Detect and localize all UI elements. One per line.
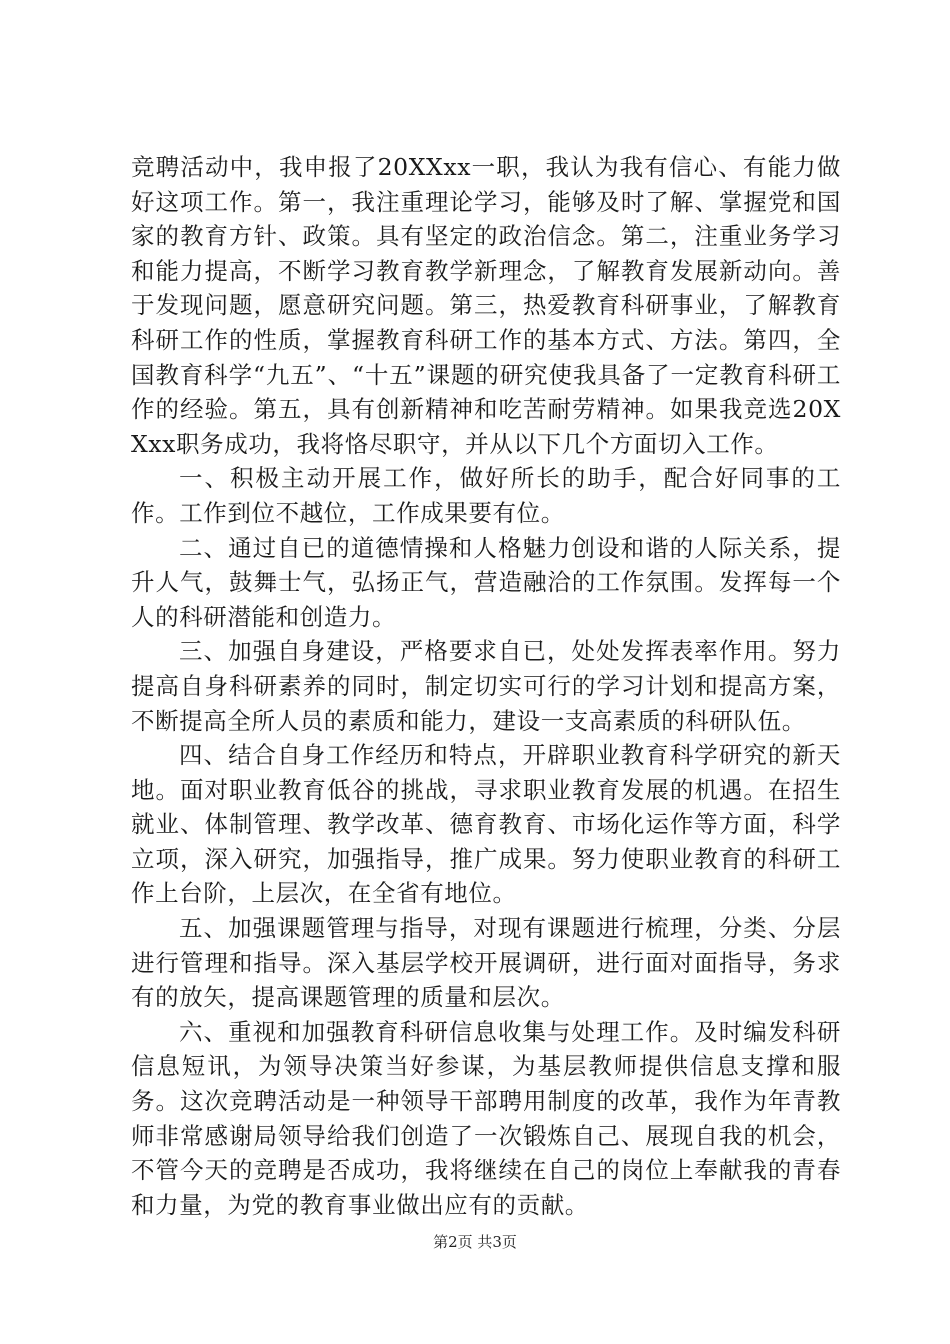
page-number-footer: 第2页 共3页 <box>433 1233 517 1251</box>
paragraph-point-5: 五、加强课题管理与指导，对现有课题进行梳理，分类、分层进行管理和指导。深入基层学校开展调研，进行面对面指导，务求有的放矢，提高课题管理的质量和层次。 <box>131 914 841 1012</box>
document-body <box>131 150 841 1222</box>
paragraph-point-2: 二、通过自已的道德情操和人格魅力创设和谐的人际关系，提升人气，鼓舞士气，弘扬正气，营造融洽的工作氛围。发挥每一个人的科研潜能和创造力。 <box>131 533 841 631</box>
paragraph-point-1: 一、积极主动开展工作，做好所长的助手，配合好同事的工作。工作到位不越位，工作成果要有位。 <box>131 464 841 527</box>
paragraph-point-3: 三、加强自身建设，严格要求自已，处处发挥表率作用。努力提高自身科研素养的同时，制定切实可行的学习计划和提高方案，不断提高全所人员的素质和能力，建设一支高素质的科研队伍。 <box>131 637 841 735</box>
paragraph-point-4: 四、结合自身工作经历和特点，开辟职业教育科学研究的新天地。面对职业教育低谷的挑战，寻求职业教育发展的机遇。在招生就业、体制管理、教学改革、德育教育、市场化运作等方面，科学立项，深入研究，加强指导，推广成果。努力使职业教育的科研工作上台阶，上层次，在全省有地位。 <box>131 741 841 908</box>
paragraph-intro: 竞聘活动中，我申报了20XXxx一职，我认为我有信心、有能力做好这项工作。第一，我注重理论学习，能够及时了解、掌握党和国家的教育方针、政策。具有坚定的政治信念。第二，注重业务学习和能力提高，不断学习教育教学新理念，了解教育发展新动向。善于发现问题，愿意研究问题。第三，热爱教育科研事业，了解教育科研工作的性质，掌握教育科研工作的基本方式、方法。第四，全国教育科学“九五”、“十五”课题的研究使我具备了一定教育科研工作的经验。第五，具有创新精神和吃苦耐劳精神。如果我竞选20XXxx职务成功，我将恪尽职守，并从以下几个方面切入工作。 <box>131 153 841 458</box>
paragraph-point-6: 六、重视和加强教育科研信息收集与处理工作。及时编发科研信息短讯，为领导决策当好参谋，为基层教师提供信息支撑和服务。这次竞聘活动是一种领导干部聘用制度的改革，我作为年青教师非常感谢局领导给我们创造了一次锻炼自己、展现自我的机会，不管今天的竞聘是否成功，我将继续在自己的岗位上奉献我的青春和力量，为党的教育事业做出应有的贡献。 <box>131 1017 841 1219</box>
